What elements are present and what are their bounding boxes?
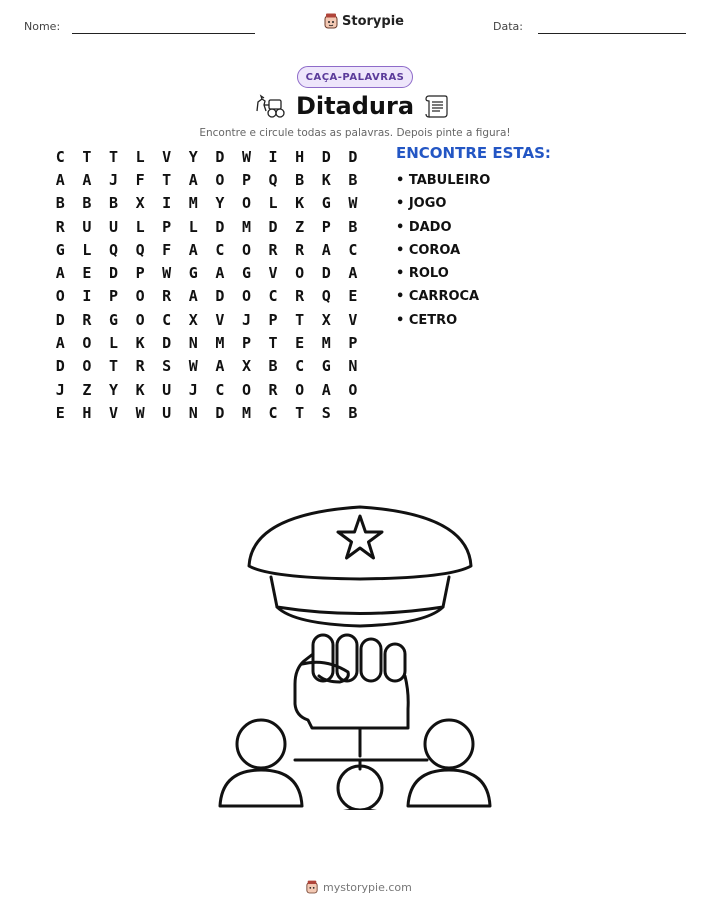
grid-letter[interactable]: U bbox=[162, 403, 172, 422]
grid-letter[interactable]: W bbox=[188, 357, 198, 376]
grid-letter[interactable]: A bbox=[188, 170, 198, 189]
grid-letter[interactable]: P bbox=[268, 310, 278, 329]
grid-letter[interactable]: T bbox=[162, 170, 172, 189]
grid-letter[interactable]: B bbox=[348, 217, 358, 236]
category-badge: CAÇA-PALAVRAS bbox=[297, 66, 413, 88]
grid-letter[interactable]: G bbox=[188, 264, 198, 283]
storypie-mascot-icon bbox=[324, 13, 338, 29]
grid-letter[interactable]: B bbox=[348, 403, 358, 422]
name-label: Nome: bbox=[24, 20, 61, 33]
grid-letter[interactable]: J bbox=[55, 380, 65, 399]
grid-letter[interactable]: A bbox=[188, 287, 198, 306]
grid-letter[interactable]: Y bbox=[215, 194, 225, 213]
footer-url[interactable]: mystorypie.com bbox=[323, 880, 412, 894]
grid-letter[interactable]: I bbox=[82, 287, 92, 306]
grid-letter[interactable]: Z bbox=[82, 380, 92, 399]
grid-letter[interactable]: K bbox=[295, 194, 305, 213]
grid-letter[interactable]: R bbox=[135, 357, 145, 376]
grid-letter[interactable]: T bbox=[295, 310, 305, 329]
word-list-item: • CETRO bbox=[396, 312, 458, 328]
word-list-item: • JOGO bbox=[396, 196, 447, 212]
footer bbox=[306, 880, 412, 894]
grid-letter[interactable]: I bbox=[268, 147, 278, 166]
grid-letter[interactable]: R bbox=[295, 287, 305, 306]
grid-letter[interactable]: A bbox=[82, 170, 92, 189]
grid-letter[interactable]: A bbox=[215, 357, 225, 376]
grid-letter[interactable]: W bbox=[162, 264, 172, 283]
person-center-icon bbox=[326, 766, 394, 810]
scroll-icon bbox=[423, 92, 451, 120]
grid-letter[interactable]: O bbox=[82, 334, 92, 353]
word-list-item: • TABULEIRO bbox=[396, 173, 491, 188]
grid-letter[interactable]: S bbox=[321, 403, 331, 422]
grid-letter[interactable]: Q bbox=[321, 287, 331, 306]
word-list-item: • COROA bbox=[396, 242, 461, 258]
grid-letter[interactable]: C bbox=[215, 380, 225, 399]
grid-letter[interactable]: D bbox=[108, 264, 118, 283]
grid-letter[interactable]: X bbox=[241, 357, 251, 376]
grid-letter[interactable]: U bbox=[82, 217, 92, 236]
word-search-grid bbox=[47, 145, 366, 425]
grid-letter[interactable]: V bbox=[162, 147, 172, 166]
grid-letter[interactable]: D bbox=[215, 217, 225, 236]
grid-letter[interactable]: E bbox=[55, 403, 65, 422]
grid-letter[interactable]: L bbox=[108, 334, 118, 353]
grid-letter[interactable]: O bbox=[82, 357, 92, 376]
grid-letter[interactable]: L bbox=[135, 217, 145, 236]
grid-letter[interactable]: V bbox=[348, 310, 358, 329]
grid-letter[interactable]: P bbox=[108, 287, 118, 306]
word-list bbox=[396, 172, 490, 335]
grid-letter[interactable]: E bbox=[82, 264, 92, 283]
grid-letter[interactable]: B bbox=[348, 170, 358, 189]
grid-letter[interactable]: O bbox=[241, 240, 251, 259]
grid-letter[interactable]: M bbox=[188, 194, 198, 213]
word-list-item: • DADO bbox=[396, 219, 452, 235]
grid-letter[interactable]: P bbox=[135, 264, 145, 283]
brand-name: Storypie bbox=[342, 13, 404, 29]
grid-letter[interactable]: A bbox=[348, 264, 358, 283]
grid-letter[interactable]: W bbox=[348, 194, 358, 213]
grid-letter[interactable]: W bbox=[241, 147, 251, 166]
grid-letter[interactable]: O bbox=[55, 287, 65, 306]
grid-letter[interactable]: Q bbox=[268, 170, 278, 189]
grid-letter[interactable]: O bbox=[241, 287, 251, 306]
grid-letter[interactable]: B bbox=[268, 357, 278, 376]
grid-letter[interactable]: B bbox=[295, 170, 305, 189]
grid-letter[interactable]: G bbox=[321, 357, 331, 376]
grid-letter[interactable]: A bbox=[55, 170, 65, 189]
grid-letter[interactable]: A bbox=[321, 380, 331, 399]
grid-letter[interactable]: N bbox=[188, 403, 198, 422]
grid-letter[interactable]: G bbox=[55, 240, 65, 259]
grid-letter[interactable]: I bbox=[162, 194, 172, 213]
grid-letter[interactable]: G bbox=[241, 264, 251, 283]
grid-letter[interactable]: X bbox=[135, 194, 145, 213]
word-list-item: • CARROCA bbox=[396, 289, 480, 305]
grid-letter[interactable]: T bbox=[108, 357, 118, 376]
grid-letter[interactable]: D bbox=[55, 310, 65, 329]
grid-letter[interactable]: R bbox=[55, 217, 65, 236]
grid-letter[interactable]: L bbox=[82, 240, 92, 259]
grid-letter[interactable]: T bbox=[108, 147, 118, 166]
grid-letter[interactable]: D bbox=[215, 147, 225, 166]
grid-letter[interactable]: G bbox=[321, 194, 331, 213]
grid-letter[interactable]: F bbox=[135, 170, 145, 189]
grid-letter[interactable]: O bbox=[348, 380, 358, 399]
grid-letter[interactable]: D bbox=[215, 403, 225, 422]
grid-letter[interactable]: C bbox=[162, 310, 172, 329]
grid-letter[interactable]: P bbox=[241, 334, 251, 353]
grid-letter[interactable]: L bbox=[268, 194, 278, 213]
grid-letter[interactable]: P bbox=[162, 217, 172, 236]
grid-letter[interactable]: Y bbox=[108, 380, 118, 399]
grid-letter[interactable]: D bbox=[348, 147, 358, 166]
grid-letter[interactable]: F bbox=[162, 240, 172, 259]
grid-letter[interactable]: O bbox=[241, 380, 251, 399]
grid-letter[interactable]: R bbox=[268, 380, 278, 399]
grid-letter[interactable]: C bbox=[268, 287, 278, 306]
grid-letter[interactable]: B bbox=[108, 194, 118, 213]
grid-letter[interactable]: O bbox=[241, 194, 251, 213]
grid-letter[interactable]: X bbox=[321, 310, 331, 329]
grid-letter[interactable]: A bbox=[321, 240, 331, 259]
date-line[interactable] bbox=[538, 33, 686, 34]
grid-letter[interactable]: J bbox=[188, 380, 198, 399]
grid-letter[interactable]: Q bbox=[135, 240, 145, 259]
grid-letter[interactable]: O bbox=[295, 264, 305, 283]
grid-letter[interactable]: D bbox=[162, 334, 172, 353]
grid-letter[interactable]: T bbox=[82, 147, 92, 166]
grid-letter[interactable]: K bbox=[135, 334, 145, 353]
grid-letter[interactable]: R bbox=[295, 240, 305, 259]
instructions: Encontre e circule todas as palavras. Depois pinte a figura! bbox=[199, 127, 511, 139]
grid-letter[interactable]: S bbox=[162, 357, 172, 376]
grid-letter[interactable]: O bbox=[135, 310, 145, 329]
word-list-title: ENCONTRE ESTAS: bbox=[396, 144, 551, 162]
grid-letter[interactable]: P bbox=[241, 170, 251, 189]
grid-letter[interactable]: N bbox=[188, 334, 198, 353]
page-title: Ditadura bbox=[295, 92, 415, 120]
grid-letter[interactable]: M bbox=[215, 334, 225, 353]
grid-letter[interactable]: E bbox=[348, 287, 358, 306]
grid-letter[interactable]: O bbox=[215, 170, 225, 189]
grid-letter[interactable]: L bbox=[135, 147, 145, 166]
grid-letter[interactable]: H bbox=[82, 403, 92, 422]
grid-letter[interactable]: D bbox=[321, 264, 331, 283]
grid-letter[interactable]: O bbox=[295, 380, 305, 399]
grid-letter[interactable]: V bbox=[215, 310, 225, 329]
grid-letter[interactable]: Y bbox=[188, 147, 198, 166]
grid-letter[interactable]: H bbox=[295, 147, 305, 166]
grid-letter[interactable]: C bbox=[268, 403, 278, 422]
grid-letter[interactable]: E bbox=[295, 334, 305, 353]
grid-letter[interactable]: P bbox=[348, 334, 358, 353]
grid-letter[interactable]: L bbox=[188, 217, 198, 236]
network-connector bbox=[295, 728, 427, 769]
grid-letter[interactable]: Z bbox=[295, 217, 305, 236]
grid-letter[interactable]: T bbox=[295, 403, 305, 422]
brand-logo bbox=[324, 13, 404, 29]
grid-letter[interactable]: A bbox=[188, 240, 198, 259]
grid-letter[interactable]: C bbox=[55, 147, 65, 166]
grid-letter[interactable]: J bbox=[241, 310, 251, 329]
grid-letter[interactable]: P bbox=[321, 217, 331, 236]
grid-letter[interactable]: C bbox=[348, 240, 358, 259]
person-left-icon bbox=[220, 720, 302, 806]
grid-letter[interactable]: R bbox=[162, 287, 172, 306]
grid-letter[interactable]: V bbox=[268, 264, 278, 283]
grid-letter[interactable]: A bbox=[55, 264, 65, 283]
grid-letter[interactable]: D bbox=[55, 357, 65, 376]
grid-letter[interactable]: K bbox=[321, 170, 331, 189]
grid-letter[interactable]: U bbox=[162, 380, 172, 399]
grid-letter[interactable]: J bbox=[108, 170, 118, 189]
grid-letter[interactable]: T bbox=[268, 334, 278, 353]
grid-letter[interactable]: B bbox=[55, 194, 65, 213]
grid-letter[interactable]: M bbox=[241, 217, 251, 236]
grid-letter[interactable]: K bbox=[135, 380, 145, 399]
grid-letter[interactable]: W bbox=[135, 403, 145, 422]
grid-letter[interactable]: N bbox=[348, 357, 358, 376]
grid-letter[interactable]: R bbox=[268, 240, 278, 259]
grid-letter[interactable]: U bbox=[108, 217, 118, 236]
name-line[interactable] bbox=[72, 33, 255, 34]
grid-letter[interactable]: M bbox=[241, 403, 251, 422]
word-list-item: • ROLO bbox=[396, 266, 449, 282]
raised-fist-icon bbox=[295, 635, 408, 728]
grid-letter[interactable]: Q bbox=[108, 240, 118, 259]
grid-letter[interactable]: C bbox=[295, 357, 305, 376]
grid-letter[interactable]: A bbox=[215, 264, 225, 283]
grid-letter[interactable]: A bbox=[55, 334, 65, 353]
grid-letter[interactable]: D bbox=[268, 217, 278, 236]
police-cap-icon bbox=[249, 507, 471, 626]
grid-letter[interactable]: X bbox=[188, 310, 198, 329]
person-right-icon bbox=[408, 720, 490, 806]
grid-letter[interactable]: M bbox=[321, 334, 331, 353]
grid-letter[interactable]: G bbox=[108, 310, 118, 329]
dictatorship-coloring-illustration bbox=[216, 504, 504, 810]
grid-letter[interactable]: D bbox=[215, 287, 225, 306]
grid-letter[interactable]: O bbox=[135, 287, 145, 306]
grid-letter[interactable]: V bbox=[108, 403, 118, 422]
date-label: Data: bbox=[493, 20, 523, 33]
grid-letter[interactable]: D bbox=[321, 147, 331, 166]
grid-letter[interactable]: R bbox=[82, 310, 92, 329]
grid-letter[interactable]: B bbox=[82, 194, 92, 213]
storypie-mascot-icon bbox=[306, 880, 318, 894]
grid-letter[interactable]: C bbox=[215, 240, 225, 259]
